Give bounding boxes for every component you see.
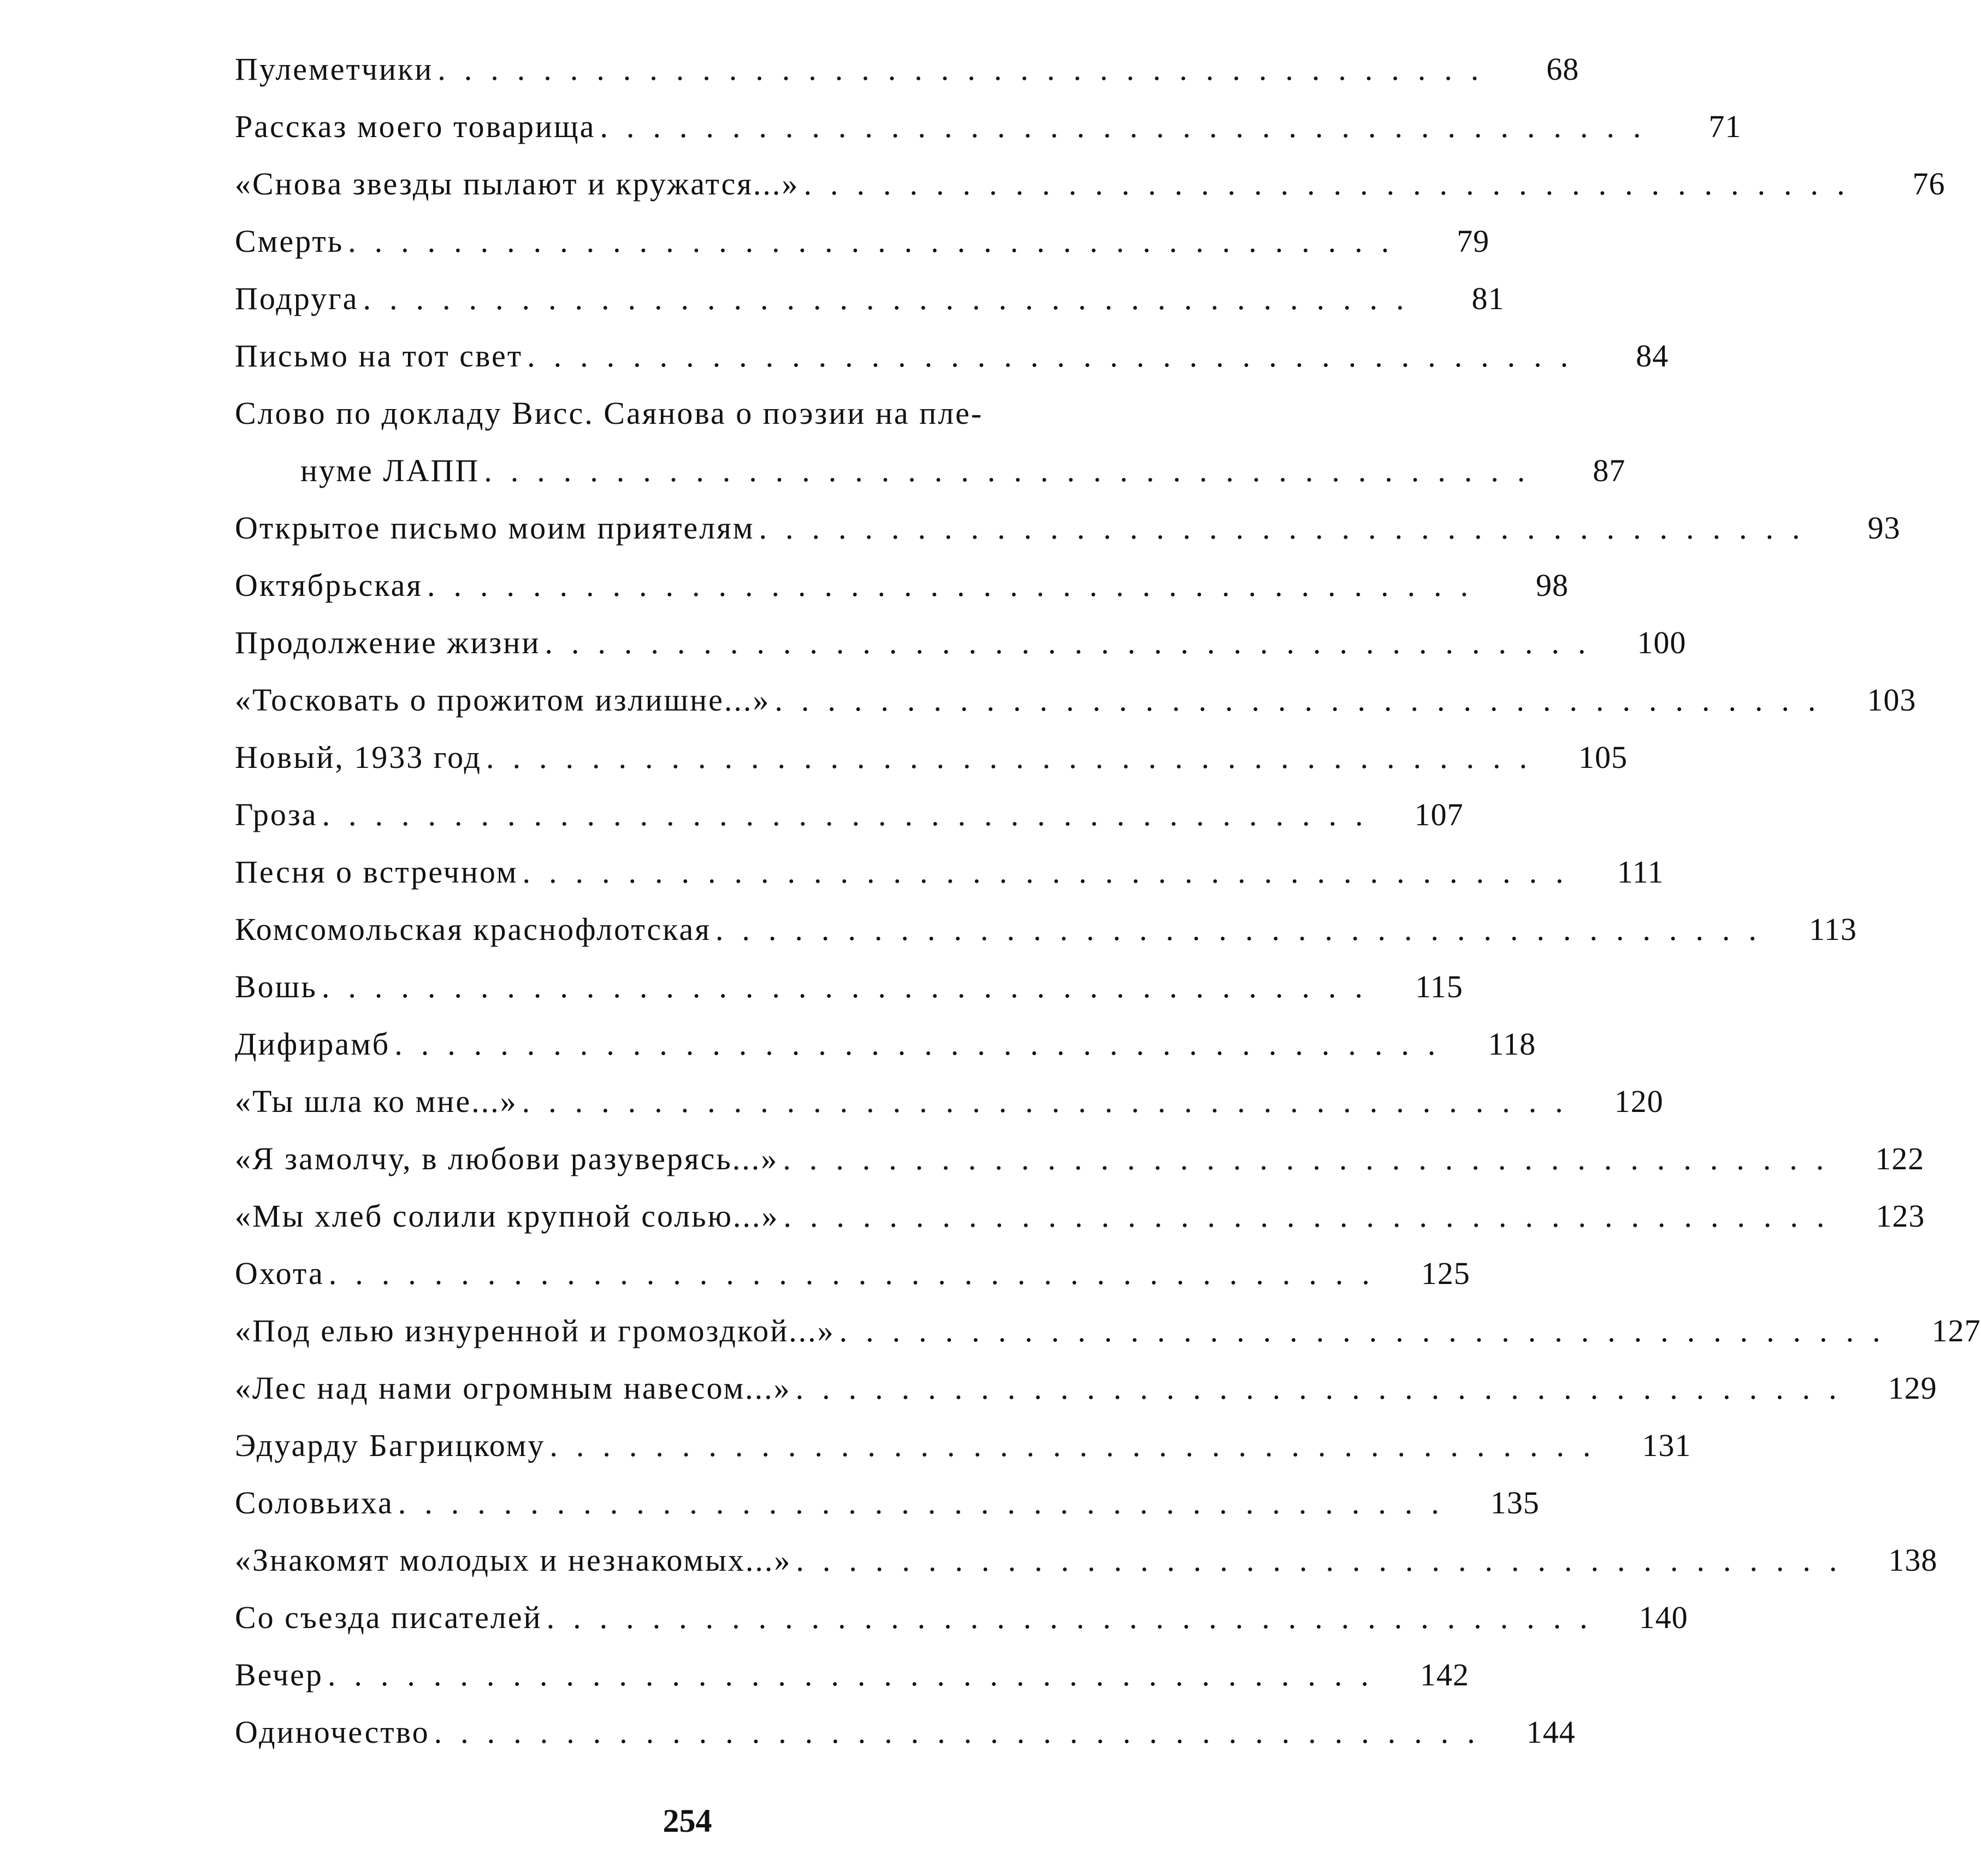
toc-entry-page: 135 xyxy=(1490,1485,1540,1520)
toc-entry xyxy=(235,327,1669,384)
toc-entry xyxy=(235,1646,1469,1703)
toc-entry-title: Со съезда писателей xyxy=(235,1600,542,1635)
dot-leader: ........................................ xyxy=(759,510,1819,546)
toc-entry-title: Открытое письмо моим приятелям xyxy=(235,510,755,546)
dot-leader: ........................................ xyxy=(484,452,1544,488)
toc-entry-page: 103 xyxy=(1867,682,1917,718)
toc-entry-page: 123 xyxy=(1876,1198,1925,1234)
toc-entry-page: 127 xyxy=(1931,1313,1981,1348)
toc-entry-page: 84 xyxy=(1636,338,1669,374)
toc-entry-page: 142 xyxy=(1420,1657,1469,1692)
toc-entry xyxy=(235,614,1687,671)
toc-entry-title-continuation: нуме ЛАПП xyxy=(300,453,480,488)
dot-leader: ........................................ xyxy=(600,108,1660,144)
toc-entry-title: Подруга xyxy=(235,281,359,316)
toc-entry-title: Одиночество xyxy=(235,1714,430,1750)
dot-leader: ........................................ xyxy=(437,51,1498,87)
toc-entry-title: Гроза xyxy=(235,797,318,832)
toc-entry-page: 81 xyxy=(1471,281,1505,316)
toc-entry-title: «Лес над нами огромным навесом...» xyxy=(235,1370,791,1406)
toc-entry xyxy=(235,729,1628,786)
toc-entry-title: Вечер xyxy=(235,1657,323,1692)
toc-entry-title: «Под елью изнуренной и громоздкой...» xyxy=(235,1313,835,1348)
toc-entry xyxy=(235,786,1464,843)
toc-entry xyxy=(235,1359,1937,1417)
toc-entry-page: 131 xyxy=(1642,1428,1692,1463)
toc-entry-title: «Снова звезды пылают и кружатся...» xyxy=(235,166,800,202)
dot-leader: ........................................ xyxy=(327,1656,1387,1692)
toc-entry-wrapped xyxy=(235,384,1174,442)
dot-leader: ........................................ xyxy=(398,1484,1458,1520)
dot-leader: ........................................ xyxy=(774,682,1835,718)
toc-entry-page: 79 xyxy=(1457,223,1490,259)
dot-leader: ........................................ xyxy=(549,1427,1610,1463)
toc-entry-continuation xyxy=(235,442,1626,499)
toc-entry-title: Слово по докладу Висс. Саянова о поэзии на пле- xyxy=(235,395,984,431)
dot-leader: ........................................ xyxy=(348,223,1408,259)
toc-entry-page: 87 xyxy=(1593,453,1626,488)
toc-entry-title: Соловьиха xyxy=(235,1485,394,1520)
toc-entry-page: 144 xyxy=(1526,1714,1576,1750)
toc-entry xyxy=(235,1417,1692,1474)
toc-entry xyxy=(235,671,1917,729)
toc-entry xyxy=(235,1474,1540,1531)
dot-leader: ........................................ xyxy=(546,1599,1606,1635)
dot-leader: ........................................ xyxy=(522,854,1582,890)
toc-entry-title: Вошь xyxy=(235,969,317,1004)
toc-entry-page: 107 xyxy=(1414,797,1464,832)
toc-entry xyxy=(235,958,1463,1015)
toc-entry-title: Смерть xyxy=(235,223,344,259)
dot-leader: ........................................ xyxy=(321,968,1381,1004)
dot-leader: ........................................ xyxy=(715,911,1775,947)
dot-leader: ........................................ xyxy=(322,796,1382,832)
toc-entry-page: 138 xyxy=(1888,1542,1938,1578)
toc-entry-title: Охота xyxy=(235,1256,324,1291)
toc-entry xyxy=(235,270,1505,327)
toc-entry xyxy=(235,843,1664,901)
table-of-contents xyxy=(235,40,1981,1761)
toc-entry xyxy=(235,1130,1925,1187)
toc-entry-title: Новый, 1933 год xyxy=(235,739,482,775)
toc-entry-title: Песня о встречном xyxy=(235,854,518,890)
toc-entry xyxy=(235,98,1742,155)
toc-entry-page: 113 xyxy=(1809,912,1857,947)
toc-entry xyxy=(235,557,1569,614)
dot-leader: ........................................ xyxy=(394,1026,1454,1062)
dot-leader: ........................................ xyxy=(486,739,1546,775)
dot-leader: ........................................ xyxy=(527,338,1587,374)
dot-leader: ........................................ xyxy=(783,1198,1843,1234)
toc-entry-title: «Мы хлеб солили крупной солью...» xyxy=(235,1198,779,1234)
toc-entry xyxy=(235,1302,1981,1359)
toc-entry-page: 125 xyxy=(1421,1256,1470,1291)
toc-entry-page: 120 xyxy=(1614,1084,1664,1119)
dot-leader: ........................................ xyxy=(803,165,1864,202)
toc-entry-page: 118 xyxy=(1488,1026,1536,1062)
toc-entry xyxy=(235,1187,1925,1245)
toc-entry xyxy=(235,1015,1536,1073)
toc-entry-page: 93 xyxy=(1867,510,1901,546)
dot-leader: ........................................ xyxy=(839,1312,1899,1348)
toc-entry-page: 111 xyxy=(1617,854,1664,890)
dot-leader: ........................................ xyxy=(783,1140,1843,1176)
dot-leader: ........................................ xyxy=(796,1542,1856,1578)
toc-entry-title: Продолжение жизни xyxy=(235,625,541,660)
toc-entry-title: Комсомольская краснофлотская xyxy=(235,912,711,947)
toc-entry xyxy=(235,40,1580,98)
toc-entry-title: «Тосковать о прожитом излишне...» xyxy=(235,682,771,718)
toc-entry xyxy=(235,1531,1938,1589)
toc-entry xyxy=(235,155,1945,212)
toc-entry-page: 105 xyxy=(1578,739,1628,775)
toc-entry-title: Рассказ моего товарища xyxy=(235,109,596,144)
toc-entry-title: «Ты шла ко мне...» xyxy=(235,1084,518,1119)
toc-entry xyxy=(235,1703,1576,1761)
dot-leader: ........................................ xyxy=(522,1083,1582,1119)
toc-entry-title: Дифирамб xyxy=(235,1026,391,1062)
dot-leader: ........................................ xyxy=(545,624,1605,660)
toc-entry-title: «Знакомят молодых и незнакомых...» xyxy=(235,1542,792,1578)
toc-entry-title: Письмо на тот свет xyxy=(235,338,523,374)
dot-leader: ........................................ xyxy=(795,1370,1855,1406)
toc-entry-page: 68 xyxy=(1546,51,1580,87)
toc-entry xyxy=(235,499,1901,557)
toc-entry xyxy=(235,1589,1688,1646)
dot-leader: ........................................ xyxy=(363,280,1423,316)
toc-entry-page: 115 xyxy=(1415,969,1463,1004)
toc-entry-page: 76 xyxy=(1912,166,1945,202)
page-number: 254 xyxy=(663,1803,712,1839)
dot-leader: ........................................ xyxy=(328,1255,1388,1291)
toc-entry-page: 71 xyxy=(1708,109,1742,144)
toc-entry-page: 122 xyxy=(1875,1141,1925,1176)
toc-entry-title: Октябрьская xyxy=(235,567,423,603)
toc-entry xyxy=(235,901,1857,958)
toc-entry xyxy=(235,1073,1664,1130)
toc-entry xyxy=(235,212,1490,270)
toc-entry-page: 140 xyxy=(1639,1600,1688,1635)
toc-entry-title: Эдуарду Багрицкому xyxy=(235,1428,546,1463)
toc-entry-page: 129 xyxy=(1888,1370,1937,1406)
toc-entry xyxy=(235,1245,1470,1302)
toc-entry-page: 98 xyxy=(1536,567,1569,603)
dot-leader: ........................................ xyxy=(427,567,1487,603)
toc-entry-title: Пулеметчики xyxy=(235,51,434,87)
dot-leader: ........................................ xyxy=(434,1714,1494,1750)
toc-entry-page: 100 xyxy=(1637,625,1687,660)
toc-entry-title: «Я замолчу, в любови разуверясь...» xyxy=(235,1141,779,1176)
